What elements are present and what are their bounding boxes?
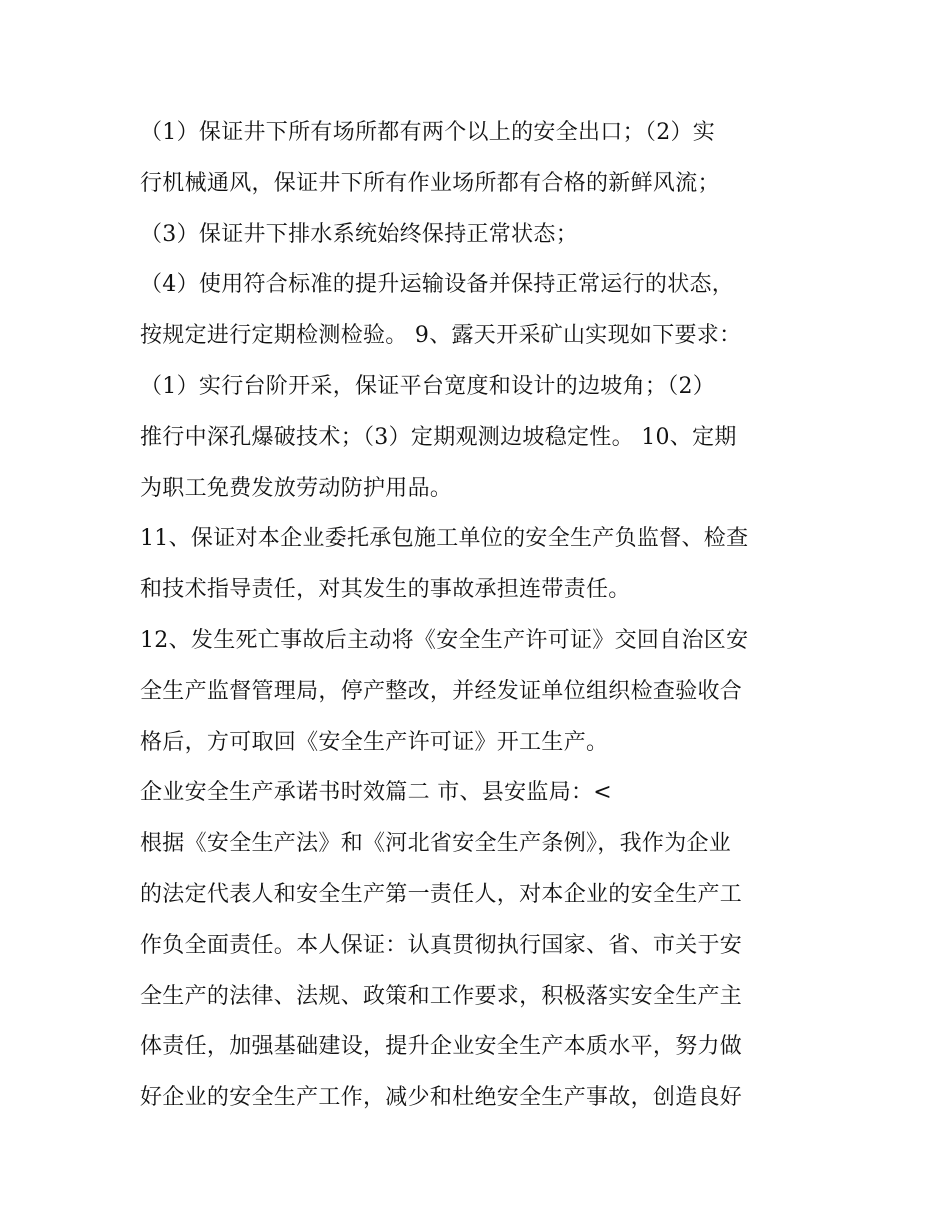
text-line: 全生产的法律、法规、政策和工作要求，积极落实安全生产主: [140, 983, 743, 1009]
text-line: （1）实行台阶开采，保证平台宽度和设计的边坡角；（2）: [140, 373, 716, 399]
text-line: 体责任，加强基础建设，提升企业安全生产本质水平，努力做: [140, 1034, 743, 1060]
text-line: 12、发生死亡事故后主动将《安全生产许可证》交回自治区安: [140, 627, 749, 653]
text-line: 的法定代表人和安全生产第一责任人，对本企业的安全生产工: [140, 881, 743, 907]
text-line: 推行中深孔爆破技术；（3）定期观测边坡稳定性。 10、定期: [140, 424, 737, 450]
text-line: （3）保证井下排水系统始终保持正常状态；: [140, 221, 578, 247]
text-line: 根据《安全生产法》和《河北省安全生产条例》，我作为企业: [140, 831, 732, 857]
text-line: （1）保证井下所有场所都有两个以上的安全出口；（2）实: [140, 120, 716, 145]
text-line: 11、保证对本企业委托承包施工单位的安全生产负监督、检查: [140, 526, 749, 552]
section-heading-line: 企业安全生产承诺书时效篇二 市、县安监局：<: [140, 780, 613, 806]
text-line: 好企业的安全生产工作，减少和杜绝安全生产事故，创造良好: [140, 1085, 743, 1111]
text-line: 格后，方可取回《安全生产许可证》开工生产。: [140, 729, 609, 755]
text-line: 为职工免费发放劳动防护用品。: [140, 475, 453, 501]
text-line: 全生产监督管理局，停产整改，并经发证单位组织检查验收合: [140, 678, 743, 704]
text-line: 行机械通风，保证井下所有作业场所都有合格的新鲜风流；: [140, 170, 720, 196]
document-body: [140, 108, 820, 1124]
text-line: 作负全面责任。本人保证：认真贯彻执行国家、省、市关于安: [140, 932, 743, 958]
text-line: （4）使用符合标准的提升运输设备并保持正常运行的状态，: [140, 272, 735, 298]
text-line: 按规定进行定期检测检验。 9、露天开采矿山实现如下要求：: [140, 323, 742, 349]
text-line: 和技术指导责任，对其发生的事故承担连带责任。: [140, 577, 631, 603]
